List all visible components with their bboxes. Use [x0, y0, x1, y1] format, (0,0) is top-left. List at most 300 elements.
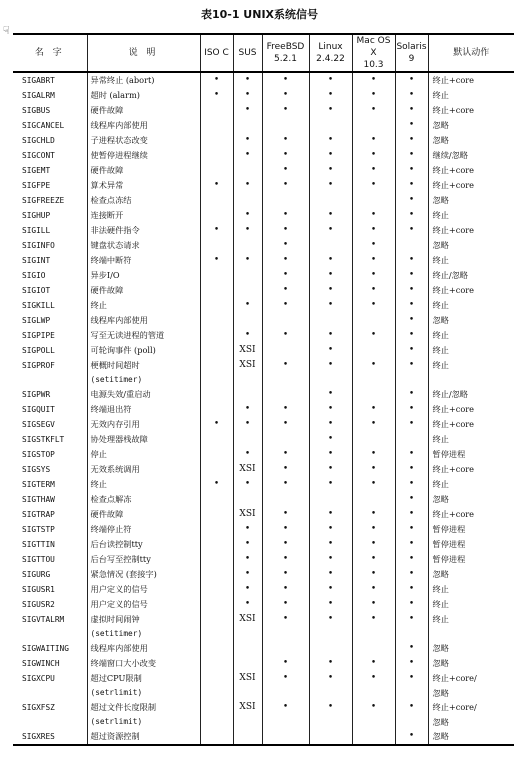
solaris-mark: •	[395, 313, 428, 328]
macos-mark: •	[352, 103, 395, 118]
freebsd-mark	[262, 193, 309, 208]
freebsd-mark: •	[262, 163, 309, 178]
signal-name: SIGURG	[22, 570, 51, 579]
macos-mark: •	[352, 253, 395, 268]
sus-mark	[233, 313, 262, 328]
table-row	[13, 133, 514, 148]
freebsd-mark	[262, 313, 309, 328]
solaris-mark: •	[395, 462, 428, 477]
signal-name: SIGPIPE	[22, 331, 55, 340]
freebsd-mark: •	[262, 597, 309, 612]
table-row	[13, 671, 514, 686]
default-action: 终止	[428, 358, 514, 373]
table-row	[13, 552, 514, 567]
table-row	[13, 477, 514, 492]
macos-mark: •	[352, 133, 395, 148]
solaris-mark: •	[395, 537, 428, 552]
signal-name: SIGFREEZE	[22, 196, 65, 205]
freebsd-mark: •	[262, 72, 309, 88]
signal-description: 终端停止符	[87, 522, 200, 537]
linux-mark: •	[309, 253, 352, 268]
sus-mark	[233, 193, 262, 208]
linux-mark: •	[309, 283, 352, 298]
header-solaris	[395, 34, 428, 72]
solaris-mark	[395, 715, 428, 729]
solaris-mark: •	[395, 612, 428, 627]
sus-mark: •	[233, 402, 262, 417]
iso-c-mark	[200, 103, 233, 118]
sus-mark	[233, 656, 262, 671]
iso-c-mark	[200, 627, 233, 641]
signal-name: SIGALRM	[22, 91, 55, 100]
table-row	[13, 597, 514, 612]
sus-mark: XSI	[233, 343, 262, 358]
header-iso-c: ISO C	[200, 34, 233, 72]
signal-name: SIGCHLD	[22, 136, 55, 145]
sus-mark: •	[233, 208, 262, 223]
signal-name: SIGTSTP	[22, 525, 55, 534]
signal-name: SIGINT	[22, 256, 51, 265]
solaris-mark	[395, 373, 428, 387]
table-caption: 表10-1 UNIX系统信号	[200, 8, 319, 21]
linux-mark: •	[309, 700, 352, 715]
freebsd-mark: •	[262, 208, 309, 223]
freebsd-mark	[262, 387, 309, 402]
freebsd-mark: •	[262, 507, 309, 522]
sus-mark: XSI	[233, 507, 262, 522]
header-row	[13, 34, 514, 72]
iso-c-mark	[200, 671, 233, 686]
freebsd-mark: •	[262, 612, 309, 627]
linux-mark: •	[309, 163, 352, 178]
linux-mark: •	[309, 343, 352, 358]
freebsd-mark: •	[262, 88, 309, 103]
sus-mark: •	[233, 328, 262, 343]
macos-mark: •	[352, 567, 395, 582]
iso-c-mark	[200, 715, 233, 729]
iso-c-mark	[200, 641, 233, 656]
signal-description: (setitimer)	[87, 373, 200, 387]
solaris-mark: •	[395, 387, 428, 402]
macos-mark: •	[352, 298, 395, 313]
freebsd-mark: •	[262, 133, 309, 148]
iso-c-mark	[200, 118, 233, 133]
default-action: 终止+core/	[428, 671, 514, 686]
signal-name	[13, 715, 87, 729]
signal-description: 梗概时间超时	[87, 358, 200, 373]
solaris-mark	[395, 238, 428, 253]
table-row	[13, 507, 514, 522]
macos-mark: •	[352, 582, 395, 597]
solaris-mark: •	[395, 522, 428, 537]
solaris-mark: •	[395, 223, 428, 238]
solaris-mark: •	[395, 700, 428, 715]
sus-mark: •	[233, 537, 262, 552]
linux-mark	[309, 373, 352, 387]
header-macos-name: Mac OS X	[356, 36, 391, 58]
signal-name: SIGINFO	[22, 241, 55, 250]
sus-mark: •	[233, 178, 262, 193]
macos-mark: •	[352, 88, 395, 103]
macos-mark: •	[352, 402, 395, 417]
signal-description: 用户定义的信号	[87, 597, 200, 612]
table-row	[13, 358, 514, 373]
signal-name: SIGVTALRM	[22, 615, 65, 624]
macos-mark: •	[352, 537, 395, 552]
sus-mark	[233, 387, 262, 402]
default-action: 终止	[428, 253, 514, 268]
sus-mark: •	[233, 223, 262, 238]
default-action: 终止	[428, 612, 514, 627]
linux-mark: •	[309, 358, 352, 373]
signal-name: SIGPROF	[22, 361, 55, 370]
freebsd-mark	[262, 492, 309, 507]
macos-mark: •	[352, 552, 395, 567]
sus-mark: •	[233, 447, 262, 462]
macos-mark	[352, 641, 395, 656]
signal-name: SIGIOT	[22, 286, 51, 295]
default-action: 忽略	[428, 492, 514, 507]
sus-mark	[233, 641, 262, 656]
freebsd-mark	[262, 343, 309, 358]
table-row	[13, 641, 514, 656]
macos-mark: •	[352, 208, 395, 223]
freebsd-mark	[262, 641, 309, 656]
signal-name: SIGTTIN	[22, 540, 55, 549]
table-row	[13, 328, 514, 343]
sus-mark	[233, 373, 262, 387]
sus-mark: •	[233, 133, 262, 148]
macos-mark: •	[352, 507, 395, 522]
sus-mark: •	[233, 72, 262, 88]
linux-mark: •	[309, 417, 352, 432]
freebsd-mark: •	[262, 238, 309, 253]
table-row	[13, 343, 514, 358]
freebsd-mark	[262, 118, 309, 133]
macos-mark: •	[352, 612, 395, 627]
macos-mark	[352, 492, 395, 507]
header-solaris-version: 9	[408, 54, 415, 64]
freebsd-mark: •	[262, 328, 309, 343]
sus-mark	[233, 118, 262, 133]
signals-table	[13, 33, 514, 746]
iso-c-mark	[200, 507, 233, 522]
signal-description: 停止	[87, 447, 200, 462]
signal-description: 线程库内部使用	[87, 118, 200, 133]
signal-name	[13, 373, 87, 387]
default-action: 忽略	[428, 686, 514, 700]
freebsd-mark	[262, 627, 309, 641]
macos-mark: •	[352, 178, 395, 193]
default-action: 忽略	[428, 118, 514, 133]
macos-mark	[352, 686, 395, 700]
linux-mark	[309, 118, 352, 133]
table-row	[13, 253, 514, 268]
signal-name: SIGFPE	[22, 181, 51, 190]
sus-mark: •	[233, 417, 262, 432]
signal-name: SIGTTOU	[22, 555, 55, 564]
table-row	[13, 462, 514, 477]
iso-c-mark	[200, 729, 233, 745]
linux-mark	[309, 641, 352, 656]
macos-mark: •	[352, 148, 395, 163]
table-row	[13, 178, 514, 193]
solaris-mark: •	[395, 447, 428, 462]
signal-description: 后台写至控制tty	[87, 552, 200, 567]
signal-description: 终止	[87, 477, 200, 492]
signal-description: 协处理器栈故障	[87, 432, 200, 447]
macos-mark: •	[352, 163, 395, 178]
freebsd-mark: •	[262, 402, 309, 417]
signal-description: 超时 (alarm)	[87, 88, 200, 103]
macos-mark	[352, 387, 395, 402]
linux-mark: •	[309, 552, 352, 567]
macos-mark: •	[352, 283, 395, 298]
table-row	[13, 402, 514, 417]
signal-name: SIGABRT	[22, 76, 55, 85]
linux-mark	[309, 686, 352, 700]
default-action: 终止+core	[428, 223, 514, 238]
solaris-mark: •	[395, 268, 428, 283]
iso-c-mark	[200, 567, 233, 582]
freebsd-mark	[262, 686, 309, 700]
sus-mark: •	[233, 477, 262, 492]
signal-name: SIGCONT	[22, 151, 55, 160]
linux-mark: •	[309, 462, 352, 477]
solaris-mark: •	[395, 492, 428, 507]
table-row	[13, 417, 514, 432]
linux-mark: •	[309, 432, 352, 447]
sus-mark	[233, 163, 262, 178]
header-sus: SUS	[233, 34, 262, 72]
freebsd-mark: •	[262, 103, 309, 118]
sus-mark	[233, 492, 262, 507]
iso-c-mark	[200, 238, 233, 253]
macos-mark	[352, 373, 395, 387]
signal-description: 终止	[87, 298, 200, 313]
cursor-icon: ☟	[3, 24, 10, 37]
iso-c-mark	[200, 402, 233, 417]
macos-mark: •	[352, 238, 395, 253]
signal-description: 硬件故障	[87, 283, 200, 298]
macos-mark: •	[352, 358, 395, 373]
header-freebsd-name: FreeBSD	[266, 42, 305, 52]
default-action: 忽略	[428, 238, 514, 253]
iso-c-mark	[200, 148, 233, 163]
signal-description: 写至无读进程的管道	[87, 328, 200, 343]
header-solaris-name: Solaris	[396, 42, 427, 52]
default-action: 忽略	[428, 567, 514, 582]
table-row	[13, 298, 514, 313]
freebsd-mark: •	[262, 253, 309, 268]
signal-description: (setrlimit)	[87, 686, 200, 700]
freebsd-mark: •	[262, 567, 309, 582]
signal-name: SIGWAITING	[22, 644, 69, 653]
signal-name	[13, 686, 87, 700]
sus-mark	[233, 283, 262, 298]
iso-c-mark	[200, 387, 233, 402]
sus-mark: •	[233, 597, 262, 612]
signal-description: 子进程状态改变	[87, 133, 200, 148]
default-action: 忽略	[428, 715, 514, 729]
signal-name: SIGPWR	[22, 390, 51, 399]
macos-mark	[352, 715, 395, 729]
linux-mark	[309, 715, 352, 729]
iso-c-mark: •	[200, 178, 233, 193]
header-name: 名 字	[13, 34, 87, 72]
signal-description: 异常终止 (abort)	[87, 72, 200, 88]
solaris-mark: •	[395, 671, 428, 686]
solaris-mark: •	[395, 118, 428, 133]
freebsd-mark: •	[262, 298, 309, 313]
macos-mark: •	[352, 72, 395, 88]
signal-description: 无效内存引用	[87, 417, 200, 432]
iso-c-mark: •	[200, 417, 233, 432]
signal-description: 终端中断符	[87, 253, 200, 268]
solaris-mark: •	[395, 567, 428, 582]
table-row	[13, 103, 514, 118]
linux-mark: •	[309, 671, 352, 686]
table-row	[13, 88, 514, 103]
table-row	[13, 700, 514, 715]
linux-mark: •	[309, 582, 352, 597]
default-action: 终止+core	[428, 462, 514, 477]
sus-mark: •	[233, 298, 262, 313]
iso-c-mark	[200, 537, 233, 552]
signal-description: 电源失效/重启动	[87, 387, 200, 402]
linux-mark: •	[309, 447, 352, 462]
freebsd-mark: •	[262, 552, 309, 567]
signal-name: SIGCANCEL	[22, 121, 65, 130]
freebsd-mark: •	[262, 268, 309, 283]
macos-mark	[352, 729, 395, 745]
linux-mark: •	[309, 103, 352, 118]
solaris-mark: •	[395, 552, 428, 567]
default-action: 终止	[428, 328, 514, 343]
table-row	[13, 283, 514, 298]
default-action: 终止+core	[428, 178, 514, 193]
linux-mark: •	[309, 402, 352, 417]
default-action: 终止	[428, 88, 514, 103]
signal-description: 线程库内部使用	[87, 313, 200, 328]
solaris-mark: •	[395, 328, 428, 343]
table-row	[13, 373, 514, 387]
header-linux-version: 2.4.22	[316, 54, 345, 64]
solaris-mark: •	[395, 178, 428, 193]
table-row	[13, 715, 514, 729]
freebsd-mark	[262, 729, 309, 745]
signal-description: 非法硬件指令	[87, 223, 200, 238]
freebsd-mark: •	[262, 358, 309, 373]
sus-mark: •	[233, 552, 262, 567]
signal-name: SIGSTOP	[22, 450, 55, 459]
linux-mark	[309, 627, 352, 641]
table-row	[13, 432, 514, 447]
iso-c-mark	[200, 208, 233, 223]
header-description: 说 明	[87, 34, 200, 72]
header-linux-name: Linux	[318, 42, 343, 52]
iso-c-mark	[200, 373, 233, 387]
solaris-mark: •	[395, 103, 428, 118]
table-row	[13, 313, 514, 328]
freebsd-mark: •	[262, 417, 309, 432]
macos-mark: •	[352, 447, 395, 462]
signal-description: 异步I/O	[87, 268, 200, 283]
signal-name: SIGTERM	[22, 480, 55, 489]
signal-name: SIGILL	[22, 226, 51, 235]
signal-name	[13, 627, 87, 641]
signal-description: (setitimer)	[87, 627, 200, 641]
solaris-mark: •	[395, 208, 428, 223]
macos-mark	[352, 627, 395, 641]
iso-c-mark	[200, 552, 233, 567]
table-row	[13, 238, 514, 253]
sus-mark: XSI	[233, 612, 262, 627]
iso-c-mark: •	[200, 72, 233, 88]
solaris-mark: •	[395, 358, 428, 373]
signal-name: SIGXCPU	[22, 674, 55, 683]
signal-description: 用户定义的信号	[87, 582, 200, 597]
header-freebsd	[262, 34, 309, 72]
signal-description: 算术异常	[87, 178, 200, 193]
macos-mark: •	[352, 700, 395, 715]
solaris-mark: •	[395, 88, 428, 103]
solaris-mark: •	[395, 582, 428, 597]
table-row	[13, 72, 514, 88]
signal-description: 键盘状态请求	[87, 238, 200, 253]
linux-mark: •	[309, 612, 352, 627]
iso-c-mark	[200, 358, 233, 373]
signal-name: SIGWINCH	[22, 659, 60, 668]
iso-c-mark	[200, 268, 233, 283]
macos-mark: •	[352, 417, 395, 432]
solaris-mark: •	[395, 729, 428, 745]
table-row	[13, 729, 514, 745]
freebsd-mark: •	[262, 537, 309, 552]
linux-mark: •	[309, 567, 352, 582]
linux-mark: •	[309, 656, 352, 671]
default-action: 终止+core	[428, 72, 514, 88]
macos-mark: •	[352, 656, 395, 671]
signal-description: 可轮询事件 (poll)	[87, 343, 200, 358]
linux-mark: •	[309, 328, 352, 343]
freebsd-mark: •	[262, 477, 309, 492]
default-action: 终止	[428, 208, 514, 223]
signal-description: 硬件故障	[87, 507, 200, 522]
iso-c-mark	[200, 328, 233, 343]
signal-name: SIGBUS	[22, 106, 51, 115]
linux-mark: •	[309, 208, 352, 223]
table-row	[13, 148, 514, 163]
header-default-action: 默认动作	[428, 34, 514, 72]
default-action: 忽略	[428, 313, 514, 328]
solaris-mark: •	[395, 402, 428, 417]
default-action: 忽略	[428, 641, 514, 656]
signal-name: SIGUSR1	[22, 585, 55, 594]
signal-description: (setrlimit)	[87, 715, 200, 729]
default-action: 终止/忽略	[428, 268, 514, 283]
table-row	[13, 193, 514, 208]
linux-mark: •	[309, 537, 352, 552]
default-action: 暂停进程	[428, 447, 514, 462]
default-action: 继续/忽略	[428, 148, 514, 163]
iso-c-mark	[200, 193, 233, 208]
table-row	[13, 223, 514, 238]
macos-mark	[352, 118, 395, 133]
linux-mark: •	[309, 298, 352, 313]
default-action	[428, 373, 514, 387]
solaris-mark: •	[395, 193, 428, 208]
